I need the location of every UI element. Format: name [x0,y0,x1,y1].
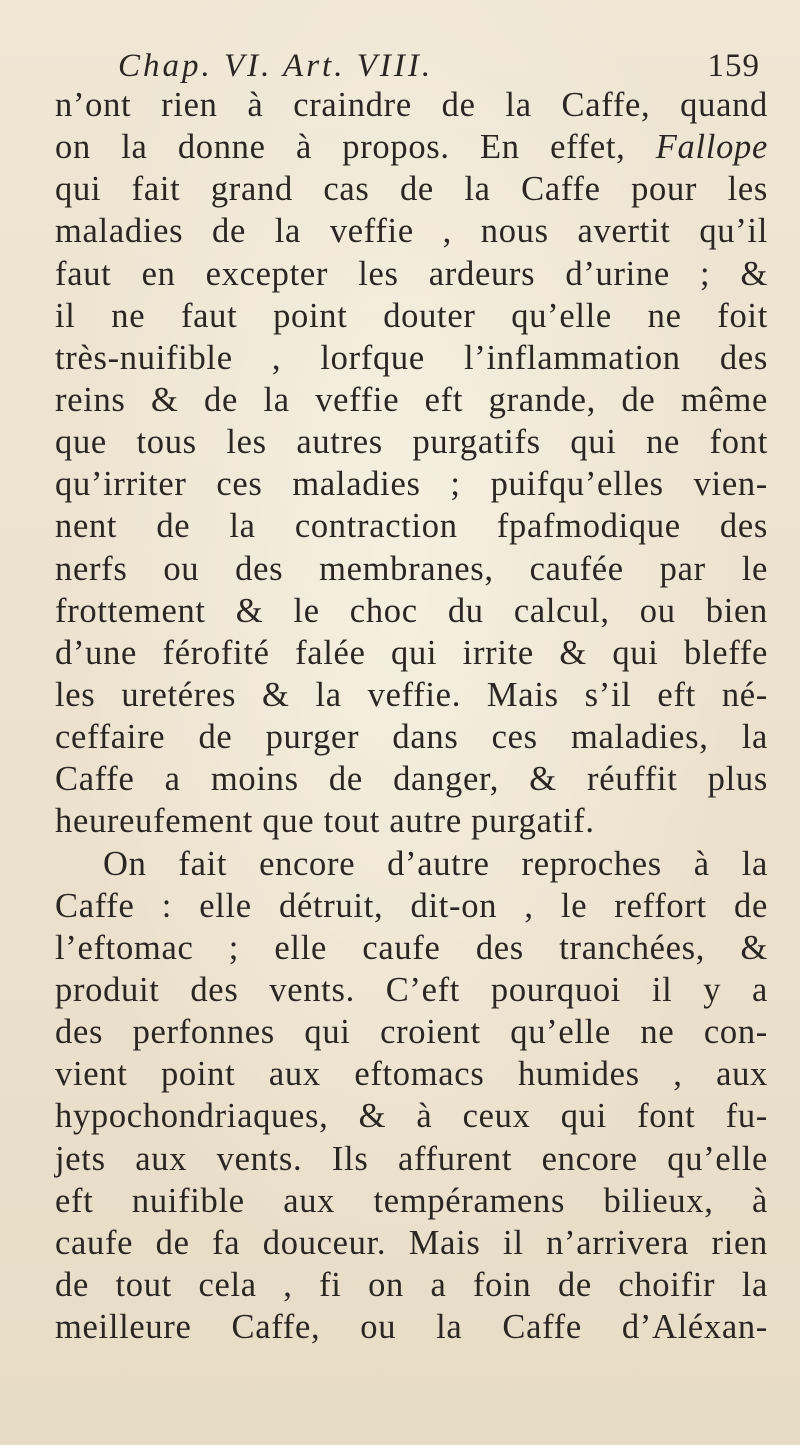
text-line: qui fait grand cas de la Caffe pour les [55,170,768,209]
text-line: heureufement que tout autre purgatif. [55,802,595,841]
text-line: qu’irriter ces maladies ; puifqu’elles vien- [55,465,768,504]
running-header [118,46,760,86]
running-title: Chap. VI. Art. VIII. [118,48,434,84]
text-line: jets aux vents. Ils affurent encore qu’elle [55,1139,768,1178]
text-line: reins & de la veffie eft grande, de même [55,380,768,419]
text-line: les uretéres & la veffie. Mais s’il eft né- [55,675,768,714]
text-line: On fait encore d’autre reproches à la [103,844,768,883]
text-line: hypochondriaques, & à ceux qui font fu- [55,1097,768,1136]
text-line: il ne faut point douter qu’elle ne foit [55,296,768,335]
text-line: frottement & le choc du calcul, ou bien [55,591,768,630]
text-line: on la donne à propos. En effet, Fallope [55,128,768,167]
text-line: n’ont rien à craindre de la Caffe, quand [55,86,768,124]
text-line: Caffe : elle détruit, dit-on , le reffort de [55,886,768,925]
text-line: nent de la contraction fpafmodique des [55,507,768,546]
text-line: très-nuifible , lorfque l’inflammation des [55,338,768,377]
text-line: produit des vents. C’eft pourquoi il y a [55,970,768,1009]
text-line: vient point aux eftomacs humides , aux [55,1055,768,1094]
text-line: maladies de la veffie , nous avertit qu’il [55,212,768,251]
text-line: nerfs ou des membranes, caufée par le [55,549,768,588]
author-name: Fallope [655,128,768,167]
text-line: des perfonnes qui croient qu’elle ne con- [55,1013,768,1052]
page-number: 159 [707,48,760,84]
body-text [55,84,768,1348]
text-line: meilleure Caffe, ou la Caffe d’Aléxan- [55,1308,768,1347]
text-line: que tous les autres purgatifs qui ne font [55,423,768,462]
text-line: faut en excepter les ardeurs d’urine ; & [55,254,768,293]
text-line: ceffaire de purger dans ces maladies, la [55,718,768,757]
text-line: d’une férofité falée qui irrite & qui bleffe [55,633,768,672]
text-line: eft nuifible aux tempéramens bilieux, à [55,1181,768,1220]
text-line: l’eftomac ; elle caufe des tranchées, & [55,928,768,967]
text-line: caufe de fa douceur. Mais il n’arrivera rien [55,1223,768,1262]
text-line: Caffe a moins de danger, & réuffit plus [55,760,768,799]
text-line: de tout cela , fi on a foin de choifir la [55,1265,768,1304]
